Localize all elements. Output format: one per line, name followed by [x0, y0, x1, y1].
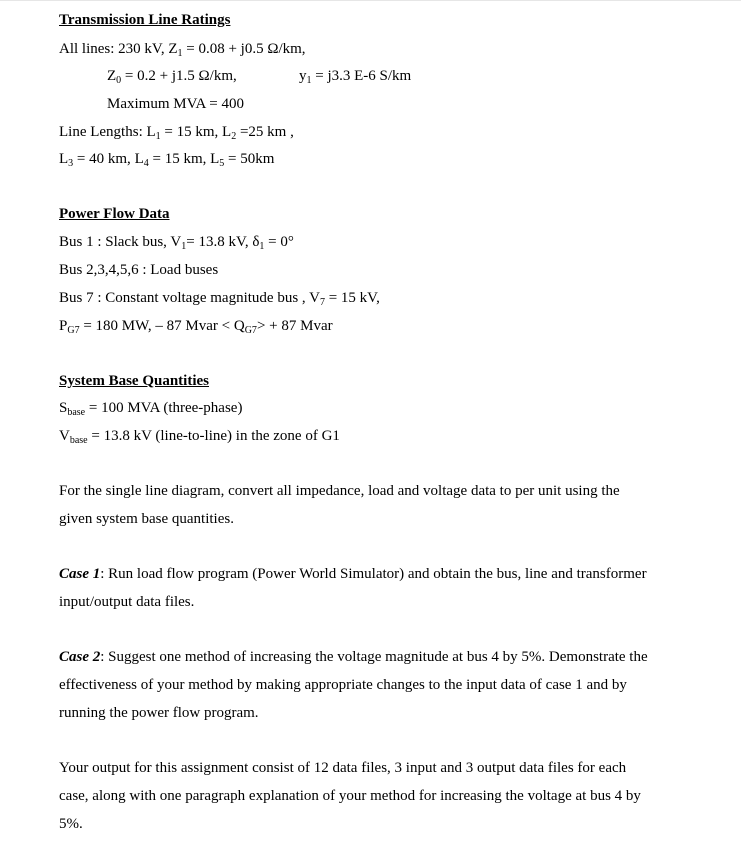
transmission-heading: Transmission Line Ratings — [59, 12, 231, 28]
convert-paragraph-line1: For the single line diagram, convert all impedance, load and voltage data to per unit using the — [59, 483, 620, 499]
z0-text: $Z_0 = 0.2 + j1.5$ Ω/km, — [107, 68, 237, 86]
pg7-text: $P_{G7} = 180$ MW, – 87 Mvar < $Q_{G7}> + 87$ Mvar — [59, 318, 333, 336]
output-line2: case, along with one paragraph explanation of your method for increasing the voltage at bus 4 by — [59, 788, 641, 804]
case2-line2: effectiveness of your method by making appropriate changes to the input data of case 1 and by — [59, 677, 627, 693]
case2-label: Case 2 — [59, 649, 101, 665]
y1-text: $y_1 = j3.3$ E-6 S/km — [299, 68, 412, 86]
case1-line2: input/output data files. — [59, 594, 195, 610]
sbase-text: $S_{base} = 100$ MVA (three-phase) — [59, 400, 243, 418]
max-mva-text: Maximum MVA = 400 — [107, 96, 244, 112]
output-line3: 5%. — [59, 816, 83, 832]
case1-label: Case 1 — [59, 566, 101, 582]
line-lengths-2: $L_3 = 40$ km, $L_4 = 15$ km, $L_5 = 50km$ — [59, 151, 275, 169]
output-line1: Your output for this assignment consist of 12 data files, 3 input and 3 output data files for each — [59, 760, 627, 776]
bus7-text: Bus 7 : Constant voltage magnitude bus , $V_7 = 15$ kV, — [59, 290, 380, 308]
case2-line3: running the power flow program. — [59, 705, 259, 721]
page-top-border — [0, 0, 741, 1]
line-lengths-1: Line Lengths: $L_1 = 15$ km, $L_2 =25$ km , — [59, 124, 294, 142]
all-lines-text: All lines: 230 kV, $Z_1 = 0.08 + j0.5$ Ω/km, — [59, 41, 306, 59]
powerflow-heading: Power Flow Data — [59, 206, 170, 222]
case2-line1: Case 2: Suggest one method of increasing the voltage magnitude at bus 4 by 5%. Demonstrate the — [59, 649, 648, 665]
base-heading: System Base Quantities — [59, 373, 209, 389]
case1-line1: Case 1: Run load flow program (Power World Simulator) and obtain the bus, line and transformer — [59, 566, 647, 582]
convert-paragraph-line2: given system base quantities. — [59, 511, 234, 527]
load-buses-text: Bus 2,3,4,5,6 : Load buses — [59, 262, 219, 278]
bus1-text: Bus 1 : Slack bus, $V_1= 13.8$ kV, $\delta_1 = 0^\circ$ — [59, 234, 294, 252]
vbase-text: $V_{base} = 13.8$ kV (line-to-line) in the zone of G1 — [59, 428, 340, 446]
